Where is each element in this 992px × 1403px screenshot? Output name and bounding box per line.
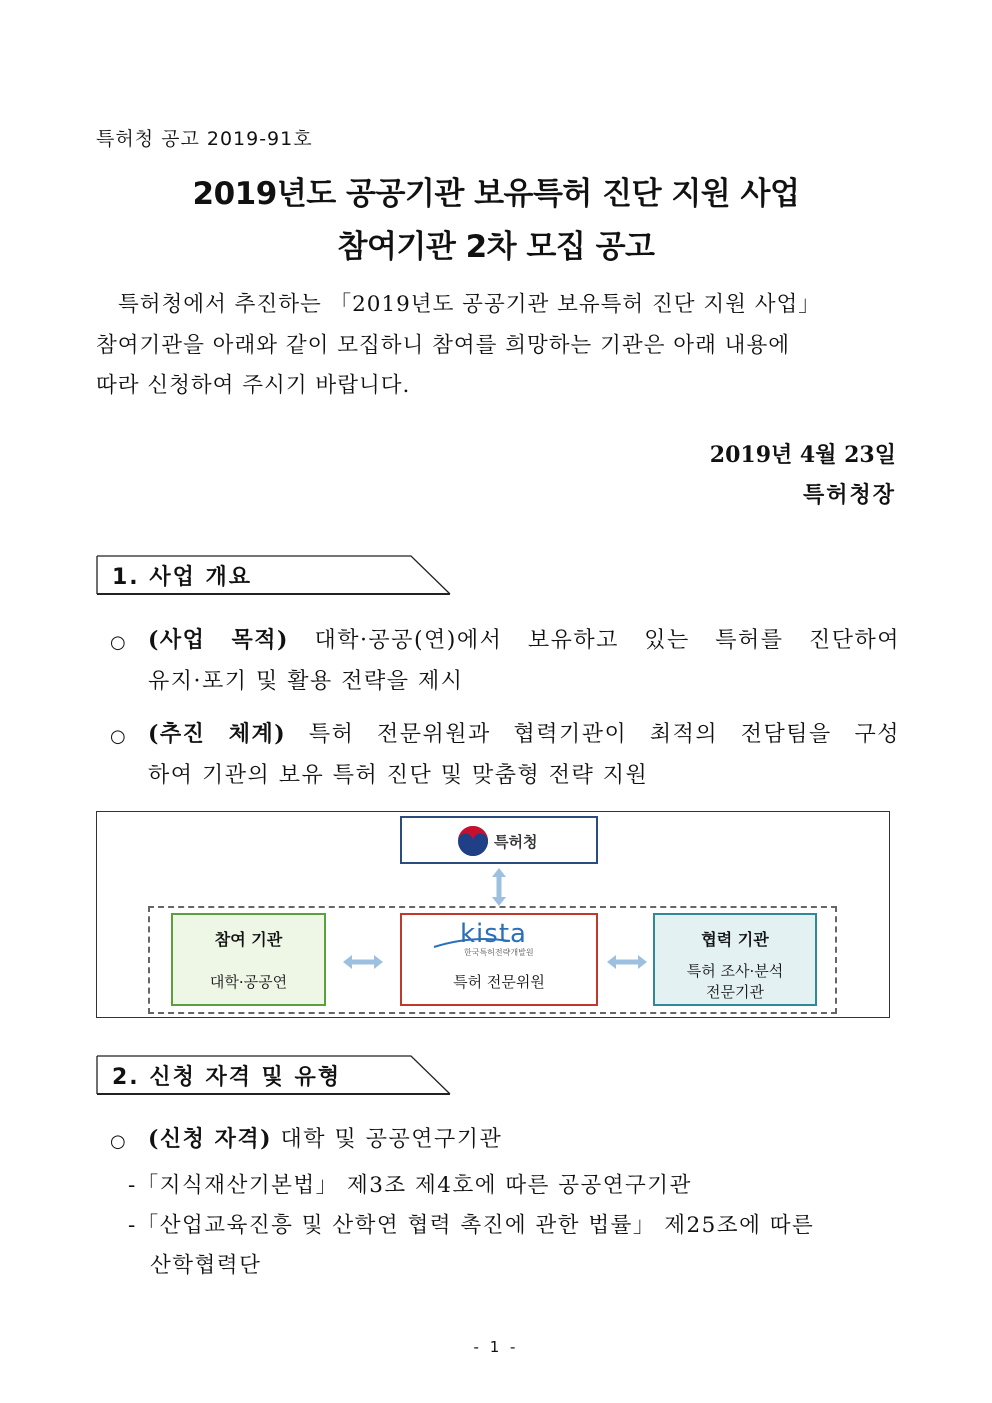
intro-line-1: 특허청에서 추진하는 「2019년도 공공기관 보유특허 진단 지원 사업」 xyxy=(118,292,821,317)
signer: 특허청장 xyxy=(802,482,896,508)
page-title-line1: 2019년도 공공기관 보유특허 진단 지원 사업 xyxy=(192,176,800,212)
page-number: - 1 - xyxy=(473,1338,519,1356)
partner-sub-line-1: 특허 조사·분석 xyxy=(686,962,784,980)
eligibility-sub-list xyxy=(128,1166,898,1286)
purpose-line-2: 유지·포기 및 활용 전략을 제시 xyxy=(148,669,464,694)
kipo-name: 특허청 xyxy=(494,833,538,851)
purpose-text: 대학·공공(연)에서 보유하고 있는 특허를 진단하여 xyxy=(314,628,900,653)
intro-line-3: 따라 신청하여 주시기 바랍니다. xyxy=(96,373,411,398)
bullet-circle-icon: ○ xyxy=(110,726,126,747)
eligibility-sub-item-2-cont: 산학협력단 xyxy=(150,1253,262,1278)
partner-title: 협력 기관 xyxy=(701,930,769,949)
horizontal-double-arrow-icon xyxy=(343,954,383,970)
participant-title: 참여 기관 xyxy=(214,930,283,949)
page-title-line2: 참여기관 2차 모집 공고 xyxy=(337,229,655,265)
notice-number: 특허청 공고 2019-91호 xyxy=(96,128,313,150)
organization-diagram xyxy=(96,811,890,1018)
eligibility-bullet xyxy=(110,1119,900,1160)
section-heading-1 xyxy=(96,555,450,595)
purpose-bullet-body xyxy=(148,620,900,702)
participant-box xyxy=(171,913,326,1006)
eligibility-text: 대학 및 공공연구기관 xyxy=(280,1127,503,1152)
eligibility-sub-item-1: -「지식재산기본법」 제3조 제4호에 따른 공공연구기관 xyxy=(128,1173,692,1198)
eligibility-sub-item-2: -「산업교육진흥 및 산학연 협력 촉진에 관한 법률」 제25조에 따른 xyxy=(128,1213,815,1238)
structure-line-2: 하여 기관의 보유 특허 진단 및 맞춤형 전략 지원 xyxy=(148,763,649,788)
section-heading-2-text: 2. 신청 자격 및 유형 xyxy=(112,1065,342,1090)
eligibility-bullet-body xyxy=(148,1119,900,1160)
kista-sub: 특허 전문위원 xyxy=(453,973,545,991)
horizontal-double-arrow-icon xyxy=(607,954,647,970)
kista-box xyxy=(400,913,598,1006)
bullet-circle-icon: ○ xyxy=(110,632,126,653)
bullet-circle-icon: ○ xyxy=(110,1131,126,1152)
purpose-bullet xyxy=(110,620,900,702)
section-heading-2 xyxy=(96,1055,450,1095)
eligibility-label: (신청 자격) xyxy=(148,1126,272,1152)
structure-line-1 xyxy=(148,714,900,755)
structure-bullet-body xyxy=(148,714,900,796)
notice-date: 2019년 4월 23일 xyxy=(709,442,896,468)
participant-sub: 대학·공공연 xyxy=(209,973,288,991)
partner-sub-line-2: 전문기관 xyxy=(706,983,764,1001)
structure-label: (추진 체계) xyxy=(148,721,287,747)
section-heading-1-text: 1. 사업 개요 xyxy=(112,565,252,590)
purpose-label: (사업 목적) xyxy=(148,627,289,653)
vertical-double-arrow-icon xyxy=(489,867,509,907)
eligibility-line xyxy=(148,1119,900,1160)
structure-bullet xyxy=(110,714,900,796)
intro-paragraph xyxy=(96,285,896,407)
intro-line-2: 참여기관을 아래와 같이 모집하니 참여를 희망하는 기관은 아래 내용에 xyxy=(96,332,790,358)
purpose-line-1 xyxy=(148,620,900,661)
partner-sub xyxy=(655,961,815,1003)
partner-box xyxy=(653,913,817,1006)
kista-caption: 한국특허전략개발원 xyxy=(464,948,534,957)
kipo-emblem-icon xyxy=(456,824,490,858)
kista-logo: kista xyxy=(460,919,527,949)
kipo-box xyxy=(400,816,598,864)
structure-text: 특허 전문위원과 협력기관이 최적의 전담팀을 구성 xyxy=(308,722,900,747)
